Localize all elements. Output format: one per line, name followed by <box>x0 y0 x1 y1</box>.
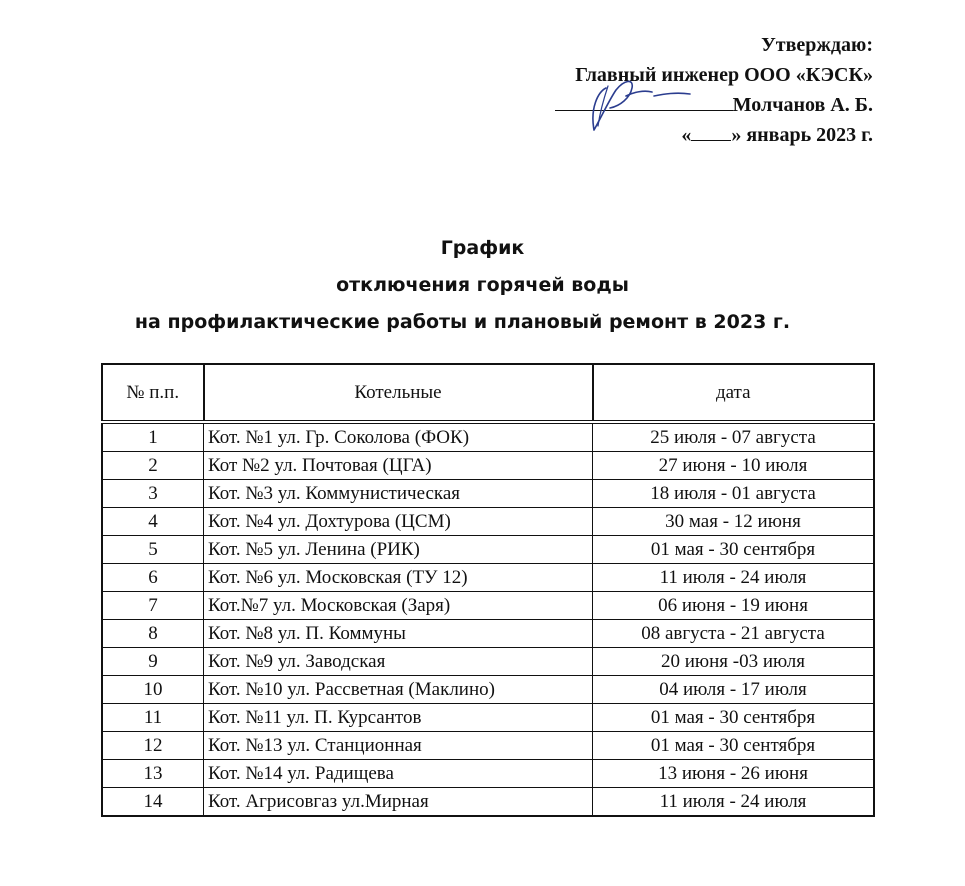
row-boiler: Кот. №9 ул. Заводская <box>204 648 593 676</box>
row-boiler: Кот.№7 ул. Московская (Заря) <box>204 592 593 620</box>
row-number: 14 <box>102 788 204 817</box>
row-number: 1 <box>102 422 204 452</box>
table-row <box>102 564 874 592</box>
row-boiler: Кот. №8 ул. П. Коммуны <box>204 620 593 648</box>
table-row <box>102 760 874 788</box>
row-boiler: Кот. №4 ул. Дохтурова (ЦСМ) <box>204 508 593 536</box>
table-row <box>102 676 874 704</box>
row-boiler: Кот. №13 ул. Станционная <box>204 732 593 760</box>
row-date: 13 июня - 26 июня <box>593 760 875 788</box>
header-date: дата <box>593 364 875 422</box>
table-row <box>102 422 874 452</box>
date-open-quote: « <box>681 124 692 146</box>
table-row <box>102 732 874 760</box>
table-row <box>102 788 874 817</box>
row-boiler: Кот. №14 ул. Радищева <box>204 760 593 788</box>
row-date: 30 мая - 12 июня <box>593 508 875 536</box>
row-date: 11 июля - 24 июля <box>593 788 875 817</box>
table-row <box>102 648 874 676</box>
row-date: 25 июля - 07 августа <box>593 422 875 452</box>
table-row <box>102 704 874 732</box>
row-number: 7 <box>102 592 204 620</box>
title-line-1: График <box>440 237 525 259</box>
row-date: 01 мая - 30 сентября <box>593 536 875 564</box>
row-number: 3 <box>102 480 204 508</box>
row-date: 27 июня - 10 июля <box>593 452 875 480</box>
table-header-row <box>102 364 874 422</box>
row-boiler: Кот. №6 ул. Московская (ТУ 12) <box>204 564 593 592</box>
header-number: № п.п. <box>102 364 204 422</box>
row-boiler: Кот. №10 ул. Рассветная (Маклино) <box>204 676 593 704</box>
signer-name: Молчанов А. Б. <box>732 94 873 116</box>
row-boiler: Кот. №3 ул. Коммунистическая <box>204 480 593 508</box>
table-row <box>102 592 874 620</box>
row-number: 10 <box>102 676 204 704</box>
row-date: 20 июня -03 июля <box>593 648 875 676</box>
row-number: 2 <box>102 452 204 480</box>
row-number: 13 <box>102 760 204 788</box>
handwritten-signature-icon <box>568 68 698 138</box>
schedule-table <box>101 363 875 817</box>
row-date: 08 августа - 21 августа <box>593 620 875 648</box>
row-date: 01 мая - 30 сентября <box>593 732 875 760</box>
approval-heading: Утверждаю: <box>761 34 873 56</box>
document-title <box>0 230 965 341</box>
title-line-3: на профилактические работы и плановый ремонт в 2023 г. <box>134 311 791 333</box>
row-number: 11 <box>102 704 204 732</box>
title-line-2: отключения горячей воды <box>336 274 629 296</box>
table-row <box>102 536 874 564</box>
row-number: 12 <box>102 732 204 760</box>
row-date: 01 мая - 30 сентября <box>593 704 875 732</box>
table-row <box>102 508 874 536</box>
row-boiler: Кот. №5 ул. Ленина (РИК) <box>204 536 593 564</box>
row-date: 06 июня - 19 июня <box>593 592 875 620</box>
row-boiler: Кот №2 ул. Почтовая (ЦГА) <box>204 452 593 480</box>
table-row <box>102 480 874 508</box>
row-boiler: Кот. Агрисовгаз ул.Мирная <box>204 788 593 817</box>
table-row <box>102 452 874 480</box>
row-date: 04 июля - 17 июля <box>593 676 875 704</box>
row-number: 8 <box>102 620 204 648</box>
row-number: 4 <box>102 508 204 536</box>
approver-position: Главный инженер ООО «КЭСК» <box>575 64 873 86</box>
row-number: 5 <box>102 536 204 564</box>
row-number: 9 <box>102 648 204 676</box>
row-number: 6 <box>102 564 204 592</box>
row-date: 11 июля - 24 июля <box>593 564 875 592</box>
row-date: 18 июля - 01 августа <box>593 480 875 508</box>
date-month-year: » январь 2023 г. <box>731 124 873 146</box>
header-boilers: Котельные <box>204 364 593 422</box>
row-boiler: Кот. №11 ул. П. Курсантов <box>204 704 593 732</box>
table-row <box>102 620 874 648</box>
row-boiler: Кот. №1 ул. Гр. Соколова (ФОК) <box>204 422 593 452</box>
